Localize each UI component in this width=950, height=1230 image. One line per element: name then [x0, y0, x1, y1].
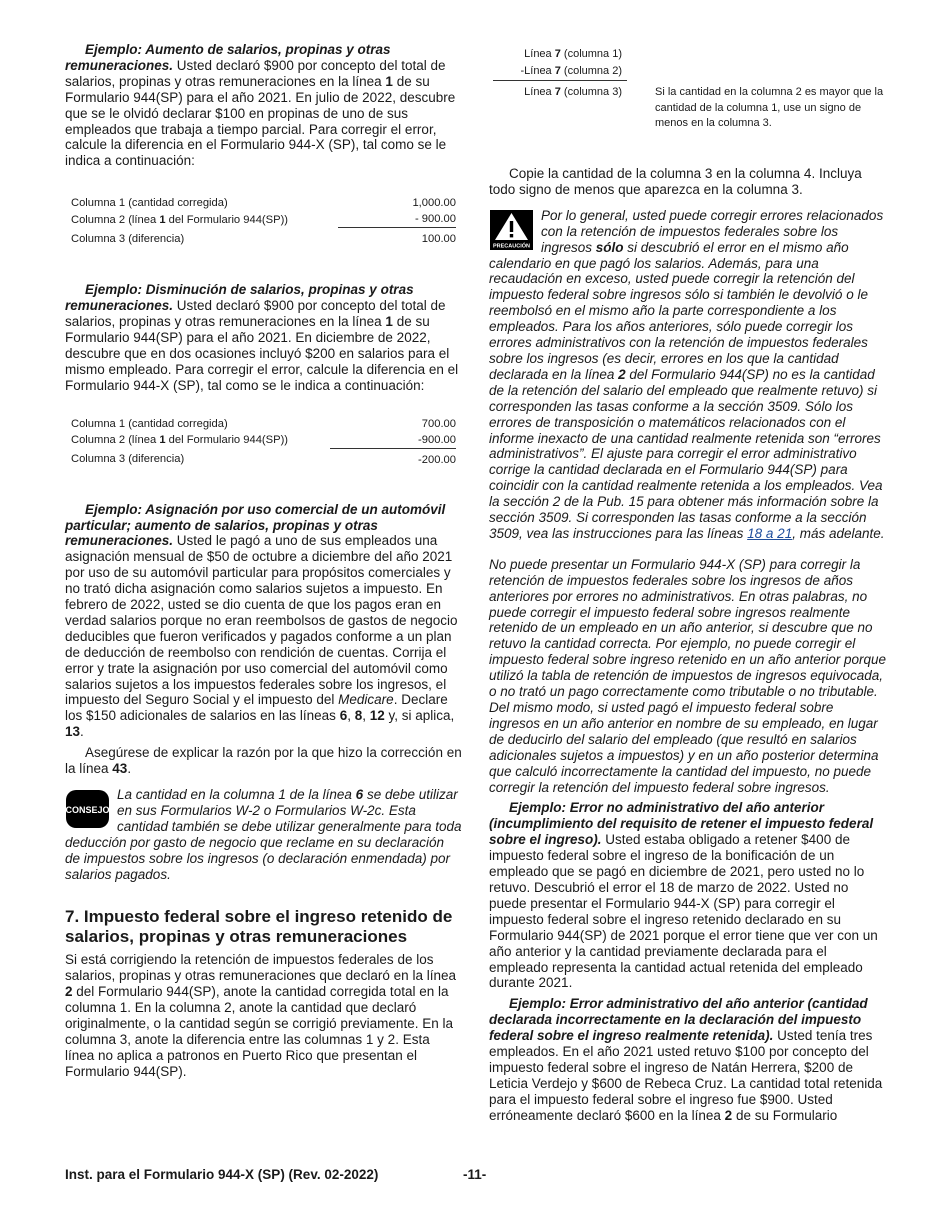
example-decrease-wages: Ejemplo: Disminución de salarios, propinas y otras remuneraciones. Usted declaró $900 por concepto del total de salarios, propinas y otras remuneraciones en la línea 1 de su Formulario 944(SP) para el año 2021. En diciembre de 2022, descubre que en dos ocasiones incluyó $200 en salarios para el mismo empleado. Para corregir el error, calcule la diferencia en el Formulario 944-X (SP), tal como se le indica a continuación:	[65, 282, 459, 393]
example-table-2: Columna 1 (cantidad corregida) 700.00 Columna 2 (línea 1 del Formulario 944(SP)) -900.00 Columna 3 (diferencia) -200.00	[71, 417, 456, 466]
line-7-calculation: Línea 7 (columna 1) -Línea 7 (columna 2) Línea 7 (columna 3) Si la cantidad en la columna 2 es mayor que la cantidad de la columna 1, use un signo de menos en la columna 3.	[489, 48, 887, 148]
example-car-allowance: Ejemplo: Asignación por uso comercial de un automóvil particular; aumento de salarios, propinas y otras remuneraciones. Usted le pagó a uno de sus empleados una asignación mensual de $50 de octubre a diciembre del año 2021 por uso de su automóvil particular para propósitos comerciales y no trató dicha asignación como salarios sujetos a impuesto. En febrero de 2022, usted se dio cuenta de que los pagos eran en verdad salarios porque no eran reembolsos de gastos de negocio deducibles que fueron verificados y pagados conforme a un plan de deducción de reembolso con rendición de cuentas. Corrija el error y trate la asignación por uso comercial del automóvil como salarios sujetos a los impuestos federales sobre los ingresos, el impuesto del Seguro Social y el impuesto del Medicare. Declare los $150 adicionales de salarios en las líneas 6, 8, 12 y, si aplica, 13.	[65, 501, 458, 740]
example-admin-error: Ejemplo: Error administrativo del año anterior (cantidad declarada incorrectamente en la declaración del impuesto federal sobre el ingreso realmente retenida). Usted tenía tres empleados. En el año 2021 usted retuvo $100 por concepto del impuesto federal sobre el ingreso de Natán Herrera, $200 de Leticia Verdejo y $600 de Rebeca Cruz. La cantidad total retenida para el impuesto federal sobre el ingreso fue $900. Usted erróneamente declaró $600 en la línea 2 de su Formulario	[489, 996, 883, 1123]
tip-icon	[65, 789, 110, 829]
calc-rule	[493, 80, 627, 81]
example-table-1: Columna 1 (cantidad corregida) 1,000.00 Columna 2 (línea 1 del Formulario 944(SP)) - 900.00 Columna 3 (diferencia) 100.00	[71, 197, 456, 246]
svg-text:CONSEJO: CONSEJO	[65, 805, 110, 815]
example-increase-wages: Ejemplo: Aumento de salarios, propinas y otras remuneraciones. Usted declaró $900 por concepto del total de salarios, propinas y otras remuneraciones en la línea 1 de su Formulario 944(SP) para el año 2021. En julio de 2022, descubre que se le olvidó declarar $100 en propinas de uno de sus empleados que trabaja a tiempo parcial. Para corregir el error, calcule la diferencia en el Formulario 944-X (SP), tal como se le indica a continuación:	[65, 42, 456, 169]
copy-column-paragraph: Copie la cantidad de la columna 3 en la columna 4. Incluya todo signo de menos que aparezca en la columna 3.	[489, 166, 862, 197]
right-column	[489, 48, 887, 1124]
footer-form-title: Inst. para el Formulario 944-X (SP) (Rev. 02-2022)	[65, 1167, 379, 1182]
example-nonadmin-error: Ejemplo: Error no administrativo del año anterior (incumplimiento del requisito de retener el impuesto federal sobre el ingreso). Usted estaba obligado a retener $400 de impuesto federal sobre el ingreso de la bonificación de un empleado que se pagó en diciembre de 2021, pero usted no lo retuvo. Descubrió el error el 18 de marzo de 2022. Usted no puede presentar el Formulario 944-X (SP) para corregir el impuesto federal sobre el ingreso retenido declarado en su Formulario 944(SP) de 2021 porque el error tiene que ver con un año anterior y la cantidad previamente declarada para el empleado representa la cantidad actual retenida del empleado durante 2021.	[489, 800, 878, 991]
reason-paragraph: Asegúrese de explicar la razón por la que hizo la corrección en la línea 43.	[65, 745, 462, 777]
tip-note: CONSEJO La cantidad en la columna 1 de la línea 6 se debe utilizar en sus Formularios W-2 o Formularios W-2c. Esta cantidad también se debe utilizar generalmente para toda deducción por gasto de negocio que reclame en su declaración de impuestos sobre los ingresos (o declaración enmendada) por salarios pagados.	[65, 787, 462, 882]
page-number: -11-	[463, 1167, 487, 1182]
svg-text:PRECAUCIÓN: PRECAUCIÓN	[493, 243, 530, 250]
calc-note: Si la cantidad en la columna 2 es mayor que la cantidad de la columna 1, use un signo de menos en la columna 3.	[655, 86, 884, 129]
caution-icon	[489, 210, 534, 250]
non-admin-errors-paragraph: No puede presentar un Formulario 944-X (SP) para corregir la retención de impuestos federales sobre los ingresos de años anteriores por errores no administrativos. En otras palabras, no puede corregir el impuesto federal sobre ingresos realmente retenido de un empleado en un año anterior, si descubre que no retuvo la cantidad correcta. Por ejemplo, no puede corregir el impuesto federal sobre ingreso retenido en un año anterior porque utilizó la tabla de retención de impuestos de ingresos equivocada, o no trató un pago correctamente como tributable o no tributable. Del mismo modo, si usted pagó el impuesto federal sobre ingresos en un año anterior en nombre de su empleado, en lugar de deducirlo del salario del empleado (que resultó en salarios adicionales sujetos a impuestos) y en un año posterior determina que calculó incorrectamente la cantidad del impuesto, no puede corregir la retención del impuesto federal sobre ingresos.	[489, 556, 887, 795]
left-column	[65, 42, 462, 1080]
section-7-body: Si está corrigiendo la retención de impuestos federales de los salarios, propinas y otras remuneraciones que declaró en la línea 2 del Formulario 944(SP), anote la cantidad corregida total en la columna 1. En la columna 2, anote la cantidad que declaró originalmente, o la cantidad según se corrigió previamente. En la columna 3, anote la diferencia entre las columnas 1 y 2. Esta línea no aplica a patronos en Puerto Rico que presentan el Formulario 944(SP).	[65, 952, 456, 1079]
caution-note: PRECAUCIÓN Por lo general, usted puede corregir errores relacionados con la retención de impuestos federales sobre los ingresos sólo si descubrió el error en el mismo año calendario en que pagó los salarios. Además, para una recaudación en exceso, usted puede corregir la retención del impuesto federal sobre ingresos sólo si también le devolvió o le reembolsó en el mismo año la parte correspondiente a los empleados. Para los años anteriores, sólo puede corregir los errores administrativos con la retención de impuestos federales sobre los ingresos (es decir, errores en los que la cantidad declarada en la línea 2 del Formulario 944(SP) no es la cantidad de la retención del salario del empleado que realmente retuvo) si corresponden las tasas conforme a la sección 3509. Sólo los errores de transposición o matemáticos relacionados con el informe inexacto de una cantidad realmente retenida son “errores administrativos”. El ajuste para corregir el error administrativo corrige la cantidad declarada en el Formulario 944(SP) para coincidir con la cantidad realmente retenida a los empleados. Vea la sección 2 de la Pub. 15 para obtener más información sobre la sección 3509. Si corresponden las tasas conforme a la sección 3509, vea las instrucciones para las líneas 18 a 21, más adelante.	[489, 207, 885, 541]
lines-18-21-link[interactable]: 18 a 21	[747, 525, 793, 541]
section-7-heading: 7. Impuesto federal sobre el ingreso retenido de salarios, propinas y otras remuneraciones	[65, 907, 453, 947]
